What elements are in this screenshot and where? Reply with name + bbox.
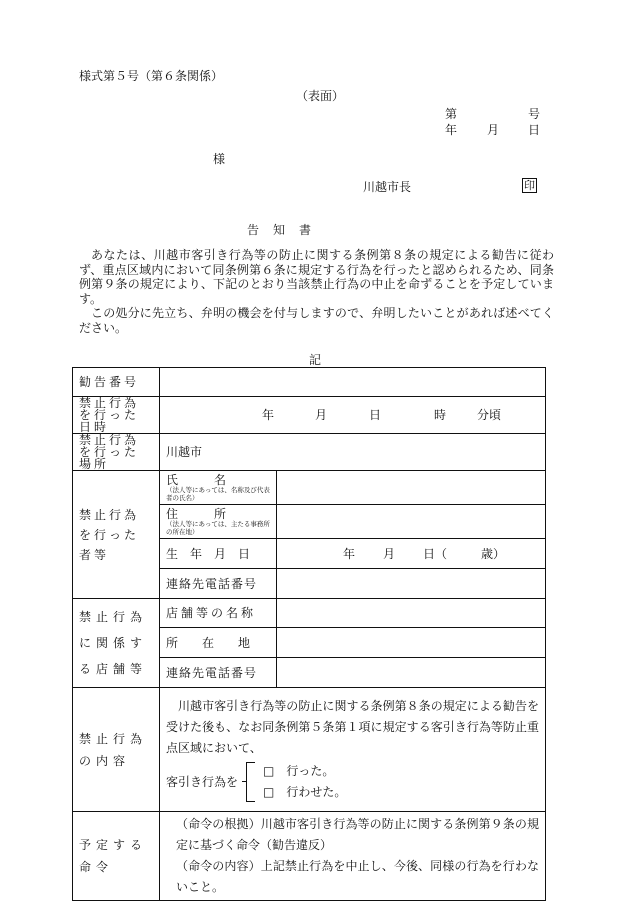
name-label-cell [160, 471, 277, 505]
date-month-label: 月 [487, 123, 500, 137]
content-text: 川越市客引き行為等の防止に関する条例第８条の規定による勧告を受けた後も、なお同条例第５条第１項に規定する客引き行為等防止重点区域において、 [166, 699, 539, 755]
doc-no-suffix: 号 [528, 107, 541, 121]
ki-heading: 記 [309, 353, 322, 367]
kyakubiki-options [166, 761, 539, 803]
date-year-label: 年 [445, 123, 458, 137]
date-hour: 時 [434, 408, 447, 422]
date-label: 禁止行為を行った日時 [73, 397, 160, 434]
issuer-name: 川越市長 [363, 180, 412, 194]
birth-day: 日（ [423, 546, 448, 561]
document-title: 告 知 書 [247, 223, 313, 237]
date-year: 年 [262, 408, 275, 422]
body-paragraph-2: この処分に先立ち、弁明の機会を付与しますので、弁明したいことがあれば述べてください。 [79, 306, 554, 335]
order-label: 予定する命令 [73, 812, 160, 901]
seal-stamp: 印 [524, 179, 535, 192]
option-did-checkbox[interactable]: □ 行った。 [263, 764, 335, 778]
order-cell [160, 812, 546, 901]
kankoku-no-value [160, 368, 546, 397]
content-cell [160, 688, 546, 812]
tel-label: 連絡先電話番号 [160, 569, 277, 599]
name-label: 氏 名 [166, 473, 227, 487]
birth-year: 年 [343, 546, 356, 561]
store-tel-value [277, 658, 546, 688]
date-day: 日 [369, 408, 382, 422]
store-tel-label: 連絡先電話番号 [160, 658, 277, 688]
place-value: 川越市 [160, 434, 546, 471]
kankoku-no-label: 勧告番号 [73, 368, 160, 397]
name-note: （法人等にあっては、名称及び代表者の氏名） [166, 486, 270, 502]
option-made-do-checkbox[interactable]: □ 行わせた。 [263, 785, 347, 799]
store-name-label: 店舗等の名称 [160, 599, 277, 628]
store-label: 禁止行為に関係する店舗等 [73, 599, 160, 688]
date-minute: 分頃 [477, 408, 502, 422]
kyakubiki-label: 客引き行為を [166, 775, 239, 789]
address-value [277, 505, 546, 539]
date-day-label: 日 [528, 123, 541, 137]
person-label: 禁止行為を行った者等 [73, 471, 160, 599]
notice-table [72, 367, 546, 901]
store-name-value [277, 599, 546, 628]
content-label: 禁止行為の内容 [73, 688, 160, 812]
order-basis: （命令の根拠）川越市客引き行為等の防止に関する条例第９条の規定に基づく命令（勧告違反） [176, 817, 539, 852]
place-label: 禁止行為を行った場所 [73, 434, 160, 471]
address-note: （法人等にあっては、主たる事務所の所在地） [166, 520, 270, 536]
doc-no-prefix: 第 [445, 107, 458, 121]
address-label: 住 所 [166, 507, 227, 521]
side-label: （表面） [296, 89, 345, 103]
notice-body [79, 248, 554, 335]
birth-value [277, 539, 546, 569]
bracket-mark [246, 762, 255, 802]
date-month: 月 [315, 408, 328, 422]
date-value [160, 397, 546, 434]
body-paragraph-1: あなたは、川越市客引き行為等の防止に関する条例第８条の規定による勧告に従わず、重点区域内において同条例第６条に規定する行為を行ったと認められるため、同条例第９条の規定により、下記のとおり当該禁止行為の中止を命ずることを予定しています。 [79, 248, 554, 306]
birth-month: 月 [383, 546, 396, 561]
form-number: 様式第５号（第６条関係） [79, 69, 224, 83]
address-label-cell [160, 505, 277, 539]
tel-value [277, 569, 546, 599]
name-value [277, 471, 546, 505]
recipient-honorific: 様 [213, 152, 226, 166]
birth-age: 歳） [481, 546, 506, 561]
order-content: （命令の内容）上記禁止行為を中止し、今後、同様の行為を行わないこと。 [176, 859, 539, 894]
store-location-value [277, 628, 546, 658]
store-location-label: 所 在 地 [160, 628, 277, 658]
birth-label: 生 年 月 日 [160, 539, 277, 569]
